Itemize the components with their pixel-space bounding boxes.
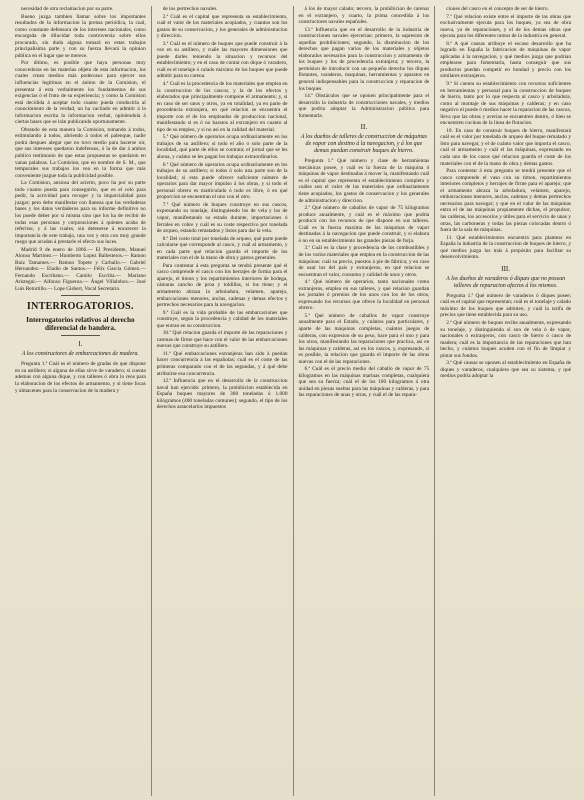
paragraph: 9.ª Si cuenta su establecimiento con recursos suficientes en herramientas y personal para la construccion de buques de hierro, tanto por lo que respecta al casco y arboladura, como al montaje de sus máquinas y calderas; y en caso negativo el puede ó medios hacer la reparacion de las cascos, lleva que las obras y averías se encuentren dentro, ó bien se encuentren cucinas de la linea de flotacion. <box>440 81 571 127</box>
paragraph: Pregunta 1.ª Qué número y clase de herramientas mecánicas posee, y cuál es la fuerza de la máquina ó máquinas de vapor destinadas á mover la, manifestando cuál es el capital que representa el establecimiento completo y cuáles son el valor de las materiales que ordinariamente tiene acopiados, los gastos de conservacion y los generales de administracion y direccion. <box>298 158 430 204</box>
signatures: Madrid 9 de enero de 1866.— El Presidente, Manuel Alonso Martinez.— Humberto Lopez Ballesteros.— Ramon Ruiz Tamames.— Ramon Topete y Carballo.— Gabriel Hernandez.— Eladio de Santos.— Félix Garcia Gómez.— Fernando Escribano.— Camilo Escriba.— Mariano Aristegui.— Alfonso Figueroa.— Ángel Villalobos.— José Luis Retortillo.— Lope Gisbert, Vocal Secretario. <box>15 246 146 292</box>
paragraph: 7.ª Qué relacion existe entre el importe de las obras que exclusivamente ejecuta para los buques, ya sea de obra nueva, ya de reparaciones, y el de los demas obras que ejecuta para los diferentes ramos de la industria en general. <box>440 13 571 40</box>
paragraph: 9.ª Cuál es la vida probable de las embarcaciones que construye, segun la procedencia y calidad de los materiales que entran en su construccion. <box>156 309 288 329</box>
paragraph: 8.ª A qué causas atribuye el escaso desarrollo que ha logrado en España la fabricacion de máquinas de vapor aplicadas á la navegacion, y qué medios juzga que podrian emplearse para fomentarla, hasta conseguir que sus productos puedan competir en bondad y precio con los similares extranjeros. <box>440 40 571 80</box>
section-title: A los constructores de embarcaciones de madera. <box>21 351 139 358</box>
paragraph: Para contestar á esta pregunta se tendrá presente que el casco comprende el vaso con su timon, repartimientos interiores completos y herrajes de firme para el aparejo; que el armamento abraza la arboladura, velamen, aparejo, embarcaciones menores, anclas, cadenas y demas pertrechos necesarios para navegar; y que en el valor de las máquinas entra el de las máquinas propiamente dichas, el propulsor, las calderas, los accesorios y útiles para el servicio de unas y otras, las carboneras y todas las piezas colocadas dentro ó fuera de la sala de máquinas. <box>440 168 571 234</box>
paragraph: 11. Qué establecimientos encuentra para plantear en España la industria de la construccion de buques de hierro, y qué medios juzga los más á propósito para facilitar su desenvolvimiento. <box>440 234 571 261</box>
paragraph: 12.ª Influencia que en el desarrollo de la construccion naval han ejercido: primero, la prohibicion establecida en España buques mayores de 368 toneladas ó 1.000 kilógramos (400 toneladas comunes); segundo, el tipo de los derechos arancelarios impuestos <box>156 378 288 411</box>
paragraph: 2.ª Cuál es el capital que representa su establecimiento, cuál el valor de los materiales acopiados, y cuantos son los gastos de su conservacion, y los generales de administracion y direccion. <box>156 13 288 40</box>
text-column-4 <box>435 6 576 796</box>
paragraph: 3.ª Cuál es el número de buques que puede construir á la vez en su astillero, y cuále las mayores dimensiones que puede darles teniendo la situacion y recursos del establecimiento; y en el caso de contar con dique ó varadero, cuál es el tonelaje ó calado máximo de los buques que puede admitir para su carena. <box>156 40 288 80</box>
section-title: A los dueños de talleres de construccion de máquinas de vapor con destino á la navegacion, y á los que demas puedan construir buques de hierro. <box>300 134 428 155</box>
text-column-1 <box>10 6 152 796</box>
paragraph: 6.ª Cuál es el precio medio del caballo de vapor de 75 kilogramos en las máquinas marinas completas, cualquiera que sea su fuerza; cuál el de los 100 kilogramos ó otra unidad en piezas sueltas para las máquinas y calderas, y para las reparaciones de unas y otras, y cuál el de las repara- <box>298 366 430 399</box>
paragraph: 10. En caso de construir buques de hierro, manifestará cuál es el valor por tonelada de arqueo del buque rematado y listo para navegar, y el de cuánto valor que importa el casco, cuál el armamento y cuál el las máquinas, expresando en cada uno de los casos qué relacion guarda el coste de los materiales con el de la mano de obra y demas gastos. <box>440 127 571 167</box>
paragraph: 2.ª Qué número de buques recibe anualmente, expresando su tonelaje, y distinguiendo si son de vela ó de vapor, nacionales ó extranjeros, con casco de hierro ó casco de madera; cuál es la importancia de las reparaciones que han hecho, y cuántos buques acuden con el fin de limpiar y pintar sus fondos. <box>440 319 571 359</box>
divider <box>61 335 100 336</box>
divider <box>61 295 100 296</box>
paragraph: 3.ª Cuál es la clase y procedencia de los combustibles y de los varios materiales que emplea en la construccion de las máquinas: cuál su precio, puestos á pie de fábrica; y en caso de usar los del país y extranjeros, en qué relacion se encuentran el valor, consumo y calidad de unos y otros. <box>298 245 430 278</box>
section-number: I. <box>78 340 83 349</box>
paragraph: de los pertrechos navales. <box>162 6 218 12</box>
section-number: III. <box>501 264 510 273</box>
paragraph: Pregunta 1.ª Cuál es el número de gradas de que dispone en su astillero; si alguna de ellas sirve de varadero; si cuenta ademas con alguna dique, y con talleres ó obra lo reos para la elaboracion de los efectos de armamento, y si tiene focas y almacenes para la conservacion de la madera y <box>15 361 146 394</box>
paragraph: 11.ª Qué embarcaciones extranjeras han sido á puedan hacer concurrencia á las españolas; cuál es el coste de las primeras comparado con el de las segundas, y á qué debe atribuirse esa concurrencia. <box>156 350 288 377</box>
paragraph: Bueno juzga tambien llamar sobre los importantes resultados de la informacion la prensa periódica, la cual, como constante defensora de los intereses nacionales, como encargada de dilucidar toda controversia sobre ellos procurado, sin duda alguna tomará en estas trabajos principalisima parte y con su fuerza llevará la opinion pública en el lugar que se merece. <box>15 13 146 59</box>
paragraph: 5.ª Qué número de operarios ocupa ordinariamente en los trabajos de su astillero; si todo el año o solo parte de la localidad, qué parte de ellos se contrata; el jornal que se les abona, y cuánto se les pagan los trabajos extraordinarios. <box>156 134 288 161</box>
section-title: A los dueños de varaderos ó diques que no posean talleres de reparacion afectos á los mismos. <box>446 275 566 289</box>
paragraph: 13.ª Influencia que en el desarrollo de la industria de construcciones navales ejercerian: primero, la supresion de aquellas prohibiciones; segundo, la disminucion de los derechos que pagan varios de los materiales y objetos elaborados necesarios para la construccion y armamento de los buques y los de procedencia extranjera; y tercero, la permision de introducir con un pequeño derecho los diques flotantes, varaderos, maquinas, herramientas y aparatos en general indispensables para la construccion y reparacion de los buques. <box>298 26 430 92</box>
section-number: II. <box>360 123 368 132</box>
text-column-3 <box>294 6 436 796</box>
paragraph: 10.ª Qué relacion guarda el importe de las reparaciones y carenas de firme que hace con el valor de las embarcaciones nuevas que construye su astillero. <box>156 330 288 350</box>
paragraph: La Comision, ansiosa del acierto, poco ha por su parte todo cuanto pueda para conseguirlo, que es el celo para pedir, la actividad para recoger y la imparcialidad para juzgar; pero debe manifestar con llaneza que las verdaderas bases y los datos verdaderos para su informe definitivo no los puede deber por sí misma sino que los ha de recibir de todas esas personas y corporaciones á quienes acaba de referirse, y á las cuales, sin detenerse á encarecer la importancia de este trabajo, una vez y otra con muy grande ruego que acudan á prestarle el efecto sus luces. <box>15 180 146 246</box>
paragraph: 6.ª Qué número de operarios ocupa ordinariamente en los trabajos de su astillero; si todos ó solo una parte son de la localidad; si esta puede ofrecer suficiente número de operarios para dar mayor impulso á los obras, y si todo el personal obrero es matriculado ó todo es libre, ó en qué proporcion se encuentran el uno con el otro. <box>156 161 288 201</box>
paragraph: 7.ª Qué número de buques construye en sus cascos, expresando su tonelaje, distinguiendo los de vela y los de vapor, manifestando su estado durante, importaciones ó ferrales en cobre y cuál es su coste respectivo por tonelada de arqueo, estando rematados y listos para dar la vela. <box>156 201 288 235</box>
text-column-2 <box>152 6 294 796</box>
paragraph: 4.ª Cuál es la procedencia de los materiales que emplea en la construccion de los cascos, y la de los efectos y elaborados que principalmente compone el armamento; y, si en caso de ser unos y otros, ya en totalidad, ya en parte de procedencia extranjera, en qué relacion se encuentra el importe con el de los empleados de produccion nacional, manifestando si es ó no baratos al extranjero en cuanto al tipo de su empleo, y si no así en la calidad del material. <box>156 81 288 133</box>
column-container <box>10 6 576 796</box>
paragraph: Pregunta 1.ª Qué número de varaderos ó diques posee; cuál es el capital que representan; cuál es el tonelaje y calado máximo de los buques que admiten, y cuál la tarifa de precios que tiene establecida para su uso. <box>440 292 571 319</box>
paragraph: 2.ª Qué número de caballos de vapor de 75 kilogramos produce anualmente, y cuál es el máximo que podria producir con los recursos de que dispone en sus talleres. Cuál es la fuerza maxima de las máquinas de vapor destinadas á la navegacion que puede construir, y si elabora ó no en su establecimiento las grandes piezas de forja. <box>298 205 430 244</box>
paragraph: 4.ª Qué número de operarios, tanto nacionales como extranjeros, emplea en sus talleres, y qué relacion guardan los jornales ó premios de los unos con los de los otros, expresando los recursos que ofrece la localidad en personal obrero. <box>298 279 430 312</box>
paragraph: 14.ª Obstáculos que se oponen principalmente para el desarrollo la industria de construcciones navales, y medios que podria adoptar la Administracion pública para fomentarla. <box>298 93 430 119</box>
section-subheading: Interrogatorios relativos al derecho diferencial de bandera. <box>26 315 135 332</box>
paragraph: 5.ª Qué número de caballos de vapor construye anualmente para el Estado, y cuántos para particulares, y aparte de las máquinas completas, cuántos juegos de calderas, con expresion de su peso, hace para el uno y para los otros, manifestando las reparaciones que practica, así en las máquinas y calderas, así en los cascos, y, expresando, si es posible, la relacion que guarda el importe de las obras nuevas con el de las reparaciones. <box>298 312 430 365</box>
paragraph: Obrando de esta manera la Comision, tomando á todos, estimulando á todos, abriendo á todos el palenque, nadie podrá despues alegar que no tuvo medio para hacerse oir, que sus intereses quedaron indefensos, ó la de dar á ambos publico testimonio de que estas propuestas se quedaron en vanas palabras. La Comision, que en nombre de S. M., que temporales sus trabajos los vea en la forma que más conveniente juzgue toda la publicidad posible. <box>15 126 146 179</box>
paragraph: 3.ª Qué causas se oponen al establecimiento en España de diques y varaderos, cualquiera que sea su sistema, y qué medios podria adoptar la <box>440 360 571 380</box>
paragraph: Para contestar á esta pregunta se tendrá presente qué el casco comprende el casco con los herrajes de forma para el aparejo, el timon y los repartimientos interiores de bodega, cámaras cancho de proa y toldillas, si los tiene; y el armamento abraza la arboladura, velamen, aparejo, embarcaciones menores, anclas, cadenas y demas efectos y pertrechos necesarios para la navegacion. <box>156 262 288 309</box>
paragraph: ciones del casco en el concepto de ser de hierro. <box>446 6 549 12</box>
paragraph: á los de mayor calado; tercero, la prohibicion de carenar en el extranjero, y cuarto, la prima concedida á los constructores navales españoles. <box>298 6 430 26</box>
paragraph: necesidad de otra reclamacion por su parte. <box>21 6 114 12</box>
paragraph: Por último, es posible que haya personas muy conocedoras en las materias objeto de esta informacion, los cuales crean medios más poderosos para ejercer sus influencias legítimas en el ánimo de la Comision, el presentar á esta verbalmente los fundamentos de sus exigencias ó el fruto de su experiencia; y como la Comision está decidida á aceptar todo cuanto pueda conducirla al conocimiento de la verdad, un ha vacilado en admitir á la informacion escrita la informacion verbal, opiniendola á ciertas bases que se irán publicando oportunamente. <box>15 60 146 126</box>
section-heading: INTERROGATORIOS. <box>26 300 134 312</box>
paragraph: 8.ª Del costo total por tonelada de arqueo, qué parte puede calcularse que corresponde al casco, y cuál al armamento, y en cada parte qué relacion guarda el importe de los materiales con el de la mano de obra y gastos generales. <box>156 235 288 262</box>
